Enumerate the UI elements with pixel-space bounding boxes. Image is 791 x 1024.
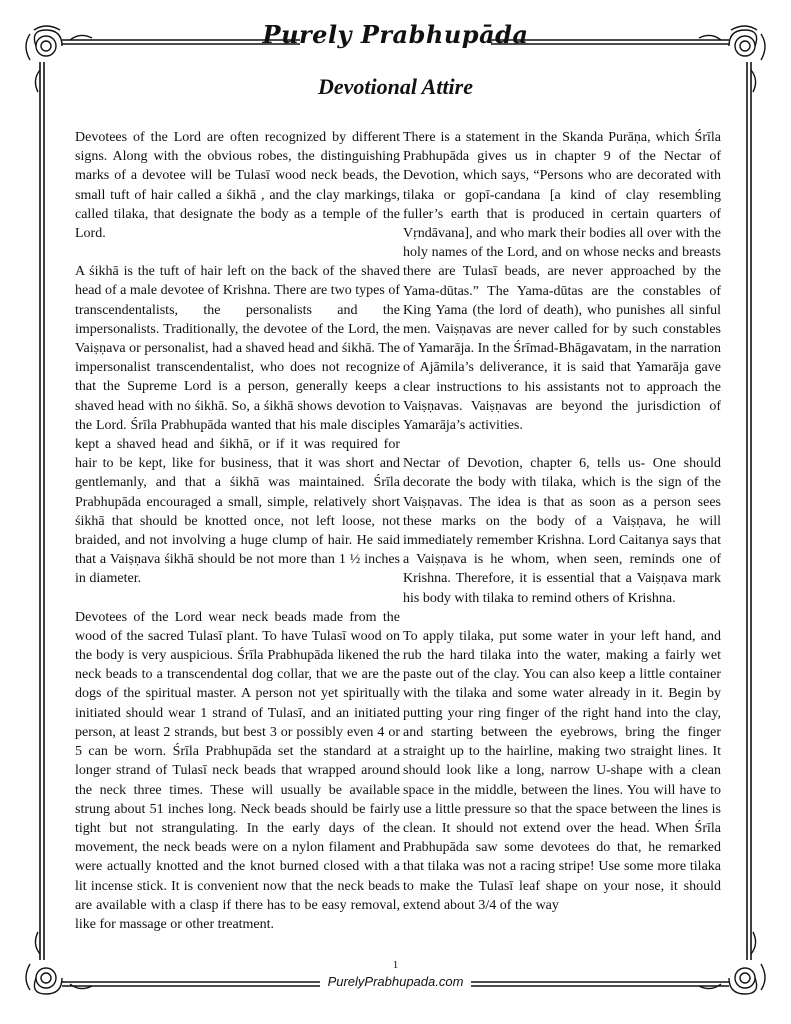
page-title: Devotional Attire	[317, 74, 473, 99]
page-number: 1	[392, 959, 399, 971]
paragraph: Devotees of the Lord wear neck beads made from the wood of the sacred Tulasī plant. To have Tulasī wood on the body is very auspicious. Śrīla Prabhupāda likened the neck beads to a transcendental dog collar, that we are the dogs of the spiritual master. A person not yet spiritually initiated should wear 1 strand of Tulasī, and an initiated person, at least 2 strands, but best 3 or possibly even 4 or 5 can be worn. Śrīla Prabhupāda set the standard at a longer strand of Tulasī neck beads that wrapped around the neck three times. These will usually be available strung about 51 inches long. Neck beads should be fairly tight but not strangulating. In the early days of the movement, the neck beads were on a nylon filament and were actually knotted and the knot burned closed with a lit incense stick. It is convenient now that the neck beads are available with a clasp if there has to be easy removal, like for massage or other treatment.	[75, 609, 400, 932]
paragraph: Nectar of Devotion, chapter 6, tells us- One should decorate the body with tilaka, which is the sign of the Vaiṣṇavas. The idea is that as soon as a person sees these marks on the body of a Vaiṣṇava, he will immediately remember Krishna. Lord Caitanya says that a Vaiṣṇava is he whom, when seen, reminds one of Krishna. Therefore, it is essential that a Vaiṣṇava mark his body with tilaka to remind others of Krishna.	[403, 456, 721, 606]
left-column	[75, 128, 400, 953]
brand-header: Purely Prabhupāda	[262, 20, 529, 49]
paragraph: There is a statement in the Skanda Purāṇa, which Śrīla Prabhupāda gives us in chapter 9 of the Nectar of Devotion, which says, “Persons who are decorated with tilaka or gopī-candana [a kind of clay resembling fuller’s earth that is produced in certain quarters of Vṛndāvana], and who mark their bodies all over with the holy names of the Lord, and on whose necks and breasts there are Tulasī beads, are never approached by the Yama-dūtas.” The Yama-dūtas are the constables of King Yama (the lord of death), who punishes all sinful men. Vaiṣṇavas are never called for by such constables of Yamarāja. In the Śrīmad-Bhāgavatam, in the narration of Ajāmila’s deliverance, it is said that Yamarāja gave clear instructions to his assistants not to approach the Vaiṣṇavas. Vaiṣṇavas are beyond the jurisdiction of Yamarāja’s activities.	[403, 130, 722, 434]
paragraph: Devotees of the Lord are often recognized by different signs. Along with the obvious robes, the distinguishing marks of a devotee will be Tulasī wood neck beads, the small tuft of hair called a śikhā , and the clay markings, called tilaka, that designate the body as a temple of the Lord.	[75, 130, 400, 242]
paragraph: A śikhā is the tuft of hair left on the back of the shaved head of a male devotee of Krishna. There are two types of transcendentalists, the personalists and the impersonalists. Traditionally, the devotee of the Lord, the Vaiṣṇava or personalist, had a shaved head and śikhā. The impersonalist transcendentalist, who does not recognize that the Supreme Lord is a person, generally keeps a shaved head with no śikhā. So, a śikhā shows devotion to the Lord. Śrīla Prabhupāda wanted that his male disciples kept a shaved head and śikhā, or if it was required for hair to be kept, like for business, that it was short and gentlemanly, and that a śikhā was maintained. Śrīla Prabhupāda encouraged a small, simple, relatively short śikhā that should be knotted once, not left loose, not braided, and not involving a huge clump of hair. He said that a Vaiṣṇava śikhā should be not more than 1 ½ inches in diameter.	[75, 264, 400, 587]
right-column	[403, 128, 721, 934]
footer-website: PurelyPrabhupada.com	[327, 974, 464, 989]
paragraph: To apply tilaka, put some water in your left hand, and rub the hard tilaka into the water, making a fairly wet paste out of the clay. You can also keep a little container with the tilaka and some water already in it. Begin by putting your ring finger of the right hand into the clay, and starting between the eyebrows, bring the finger straight up to the hairline, making two straight lines. It should look like a long, narrow U-shape with a clean space in the middle, between the lines. You will have to use a little pressure so that the space between the lines is clean. It should not extend over the head. When Śrīla Prabhupāda saw some devotees do that, he remarked that tilaka was not a racing stripe! Use some more tilaka to make the Tulasī leaf shape on your nose, it should extend about 3/4 of the way	[403, 628, 721, 913]
